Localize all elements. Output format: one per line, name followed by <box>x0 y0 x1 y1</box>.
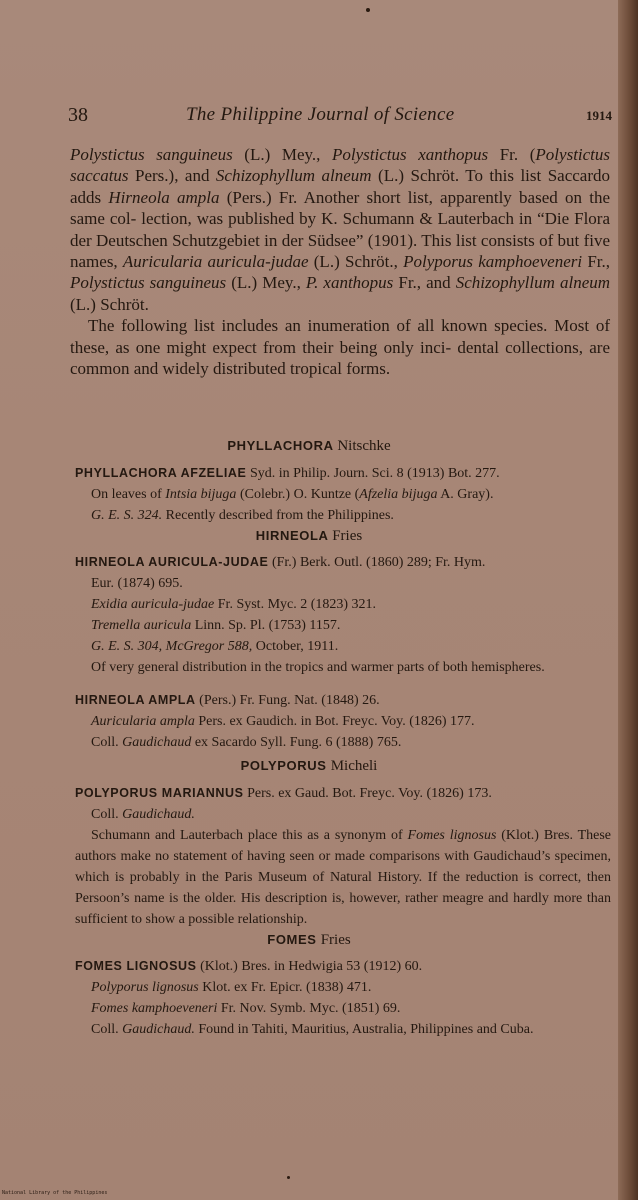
taxon-name: Polystictus sanguineus <box>70 145 233 164</box>
species-title: FOMES LIGNOSUS (Klot.) Bres. in Hedwigia 53 (1912) 60. <box>75 959 423 974</box>
species-name: POLYPORUS MARIANNUS <box>75 786 244 800</box>
species-entry <box>75 956 611 1040</box>
ink-spot <box>366 8 370 12</box>
taxon-name: Gaudichaud. <box>122 807 195 822</box>
note-block <box>75 657 611 678</box>
genus-name: FOMES <box>267 932 321 947</box>
species-title: POLYPORUS MARIANNUS Pers. ex Gaud. Bot. Freyc. Voy. (1826) 173. <box>75 786 492 801</box>
synonym-line: G. E. S. 304, McGregor 588, October, 1911. <box>91 639 339 654</box>
volume-year: 1914 <box>586 108 612 123</box>
taxon-name: Auricularia ampla <box>91 714 195 729</box>
synonym-line: Tremella auricula Linn. Sp. Pl. (1753) 1157. <box>91 618 341 633</box>
taxon-name: Exidia auricula-judae <box>91 597 215 612</box>
species-name: FOMES LIGNOSUS <box>75 959 197 973</box>
taxon-name: Polyporus lignosus <box>91 980 199 995</box>
species-title: HIRNEOLA AMPLA (Pers.) Fr. Fung. Nat. (1848) 26. <box>75 693 380 708</box>
synonym-line: Exidia auricula-judae Fr. Syst. Myc. 2 (1823) 321. <box>91 597 377 612</box>
species-entry <box>75 783 611 930</box>
footer-credit: National Library of the Philippines <box>2 1190 108 1196</box>
genus-author: Fries <box>320 932 351 948</box>
genus-heading <box>0 758 618 775</box>
journal-title: The Philippine Journal of Science <box>186 104 455 125</box>
intro-paragraph <box>70 144 610 379</box>
taxon-name: Polyporus kamphoeveneri <box>403 252 583 272</box>
synonym-line: Coll. Gaudichaud. <box>91 807 195 822</box>
genus-heading <box>0 528 618 545</box>
synonym-line: Fomes kamphoeveneri Fr. Nov. Symb. Myc. (1851) 69. <box>91 1001 401 1016</box>
taxon-name: Gaudichaud. <box>122 1022 195 1037</box>
genus-author: Fries <box>332 528 363 544</box>
distribution-note: Of very general distribution in the tropics and warmer parts of both hemispheres. <box>91 660 545 675</box>
genus-heading <box>0 438 618 455</box>
synonym-line: G. E. S. 324. Recently described from the Philippines. <box>91 508 394 523</box>
taxon-name: Hirneola ampla <box>108 187 220 207</box>
taxon-name: Tremella auricula <box>91 618 192 633</box>
taxon-name: G. E. S. 324. <box>91 508 163 523</box>
species-name: PHYLLACHORA AFZELIAE <box>75 466 247 480</box>
distribution-note: Schumann and Lauterbach place this as a synonym of Fomes lignosus (Klot.) Bres. These authors make no statement of having seen or made comparisons with Gaudichaud’s specimen, which is probably in the Paris Museum of Natural History. If the reduction is correct, then Persoon’s name is the older. His description is, however, rather meagre and hardly more than sufficient to show a possible relationship. <box>75 828 611 927</box>
species-entry <box>75 463 611 526</box>
taxon-name: Fomes lignosus <box>407 828 497 843</box>
species-name: HIRNEOLA AURICULA-JUDAE <box>75 555 269 569</box>
species-name: HIRNEOLA AMPLA <box>75 693 196 707</box>
taxon-name: G. E. S. 304, McGregor 588, <box>91 639 253 654</box>
taxon-name: Schizophyllum alneum <box>215 166 372 186</box>
synonym-line: Auricularia ampla Pers. ex Gaudich. in Bot. Freyc. Voy. (1826) 177. <box>91 714 475 729</box>
taxon-name: Afzelia bijuga <box>359 487 438 502</box>
taxon-name: Auricularia auricula-judae <box>122 252 309 272</box>
intro-text: Polystictus sanguineus (L.) Mey., Polystictus xanthopus Fr. (Polystictus saccatus Pers.), and Schizophyllum alneum (L.) Schröt. To this list Saccardo adds Hirneola ampla (Pers.) Fr. Another short list, apparently based on the same col- lection, was published by K. Schumann & Lauterbach in “Die Flora der Deutschen Schutzgebiet in der Südsee” (1901). This list consists of but five names, Auricularia auricula-judae (L.) Schröt., Polyporus kamphoeveneri Fr., Polystictus sanguineus (L.) Mey., P. xanthopus Fr., and Schizophyllum alneum (L.) Schröt. <box>70 145 611 314</box>
intro-text-2: The following list includes an inumeration of all known species. Most of these, as one might expect from their being only inci- dental collections, are common and widely distributed tropical forms. <box>70 316 610 379</box>
genus-author: Micheli <box>330 758 378 774</box>
ink-spot <box>287 1176 290 1179</box>
synonym-line: On leaves of Intsia bijuga (Colebr.) O. Kuntze (Afzelia bijuga A. Gray). <box>91 487 494 502</box>
genus-heading <box>0 932 618 949</box>
taxon-name: Intsia bijuga <box>165 487 237 502</box>
genus-name: HIRNEOLA <box>255 528 333 543</box>
species-entry <box>75 690 611 753</box>
species-title: HIRNEOLA AURICULA-JUDAE (Fr.) Berk. Outl. (1860) 289; Fr. Hym. <box>75 555 486 570</box>
page-edge <box>618 0 638 1200</box>
taxon-name: Polystictus xanthopus <box>332 145 489 164</box>
taxon-name: Polystictus sanguineus <box>70 273 227 293</box>
synonym-line: Coll. Gaudichaud ex Sacardo Syll. Fung. 6 (1888) 765. <box>91 735 402 750</box>
taxon-name: Polystictus saccatus <box>70 145 611 186</box>
taxon-name: Gaudichaud <box>122 735 192 750</box>
species-title: PHYLLACHORA AFZELIAE Syd. in Philip. Journ. Sci. 8 (1913) Bot. 277. <box>75 466 500 481</box>
taxon-name: Fomes kamphoeveneri <box>91 1001 218 1016</box>
page-number: 38 <box>68 104 88 126</box>
distribution-note: Coll. Gaudichaud. Found in Tahiti, Mauritius, Australia, Philippines and Cuba. <box>91 1022 534 1037</box>
running-header <box>68 104 612 128</box>
taxon-name: P. xanthopus <box>305 273 394 293</box>
citation-continued: Eur. (1874) 695. <box>91 576 183 591</box>
taxon-name: Schizophyllum alneum <box>455 273 611 293</box>
genus-author: Nitschke <box>337 438 391 454</box>
genus-name: PHYLLACHORA <box>227 438 338 453</box>
synonym-line: Polyporus lignosus Klot. ex Fr. Epicr. (1838) 471. <box>91 980 372 995</box>
species-entry <box>75 552 611 678</box>
genus-name: POLYPORUS <box>240 758 331 773</box>
